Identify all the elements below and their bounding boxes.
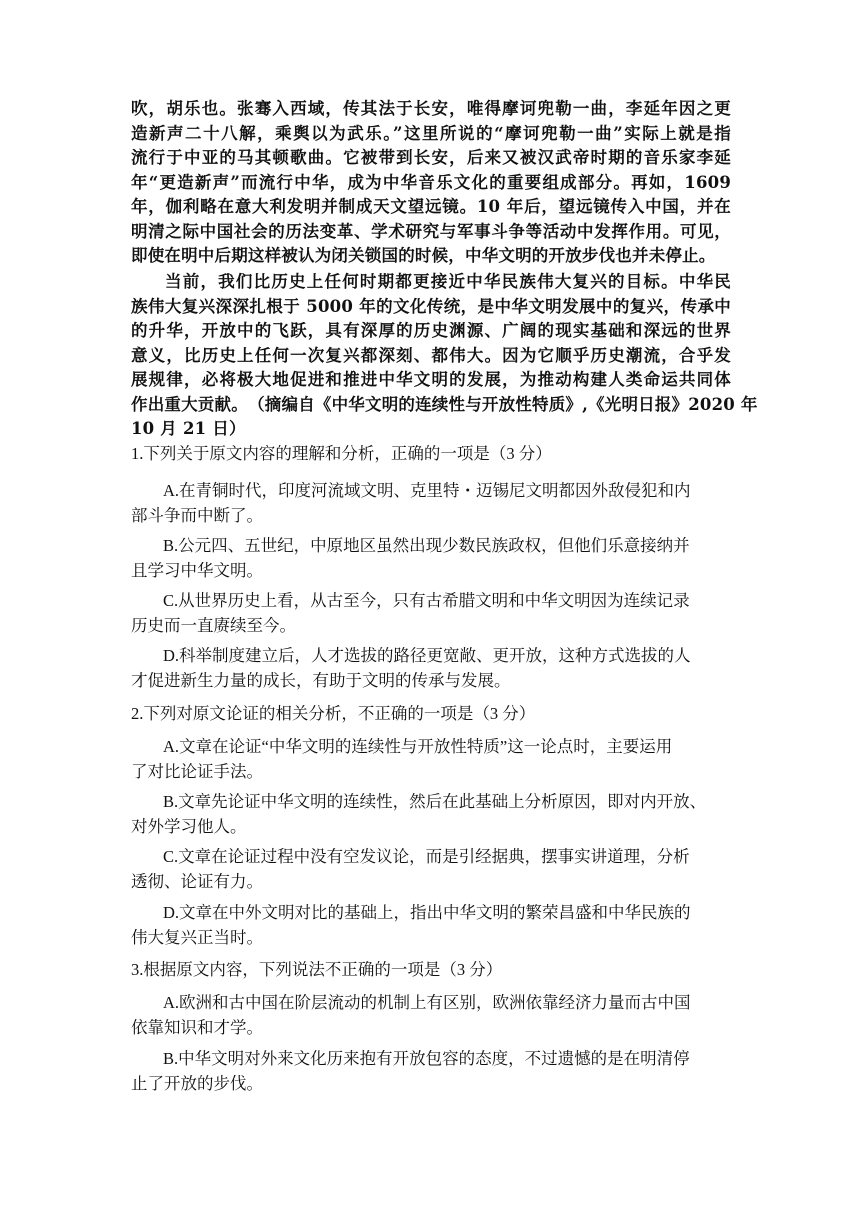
question-1-option-a (131, 479, 731, 528)
question-stem: 3.根据原文内容，下列说法不正确的一项是（3 分） (131, 960, 503, 979)
option-line: 且学习中华文明。 (131, 560, 263, 580)
passage-line: 明清之际中国社会的历法变革、学术研究与军事斗争等活动中发挥作用。可见， (131, 221, 731, 241)
option-line: C.文章在论证过程中没有空发议论，而是引经据典，摆事实讲道理，分析 (163, 847, 690, 866)
option-line: A.文章在论证“中华文明的连续性与开放性特质”这一论点时，主要运用 (163, 737, 673, 756)
question-2-option-c (131, 845, 731, 894)
question-1-option-b (131, 534, 731, 583)
question-3-option-a (131, 991, 731, 1040)
option-line: 止了开放的步伐。 (131, 1073, 263, 1093)
question-1-option-d (131, 644, 731, 693)
passage-paragraph-2 (131, 270, 758, 442)
passage-line: 10 月 21 日） (131, 419, 246, 438)
passage-line: 的升华，开放中的飞跃，具有深厚的历史渊源、广阔的现实基础和深远的世界 (131, 321, 731, 340)
passage-line: 年，伽利略在意大利发明并制成天文望远镜。10 年后，望远镜传入中国，并在 (131, 197, 731, 216)
passage-line: 吹，胡乐也。张骞入西域，传其法于长安，唯得摩诃兜勒一曲，李延年因之更 (131, 99, 731, 118)
option-line: 依靠知识和才学。 (131, 1017, 263, 1037)
passage-line: 造新声二十八解，乘舆以为武乐。”这里所说的“摩诃兜勒一曲”实际上就是指 (131, 123, 731, 143)
option-line: 部斗争而中断了。 (131, 505, 263, 525)
option-line: 了对比论证手法。 (131, 761, 263, 781)
passage-line: 意义，比历史上任何一次复兴都深刻、都伟大。因为它顺乎历史潮流，合乎发 (131, 345, 731, 365)
question-2-stem (131, 702, 731, 727)
option-line: B.文章先论证中华文明的连续性，然后在此基础上分析原因，即对内开放、 (163, 792, 707, 811)
option-line: 伟大复兴正当时。 (131, 927, 263, 947)
passage-line: 展规律，必将极大地促进和推进中华文明的发展，为推动构建人类命运共同体 (131, 370, 731, 389)
option-line: B.公元四、五世纪，中原地区虽然出现少数民族政权，但他们乐意接纳并 (163, 536, 690, 555)
option-line: A.欧洲和古中国在阶层流动的机制上有区别，欧洲依靠经济力量而古中国 (163, 993, 691, 1012)
option-line: 对外学习他人。 (131, 816, 247, 836)
question-3-stem (131, 958, 731, 983)
passage-paragraph-1 (131, 97, 731, 269)
option-line: A.在青铜时代，印度河流域文明、克里特・迈锡尼文明都因外敌侵犯和内 (163, 481, 691, 500)
option-line: C.从世界历史上看，从古至今，只有古希腊文明和中华文明因为连续记录 (163, 591, 690, 610)
question-stem: 2.下列对原文论证的相关分析，不正确的一项是（3 分） (131, 704, 536, 723)
passage-line: 年“更造新声”而流行中华，成为中华音乐文化的重要组成部分。再如，1609 (131, 172, 731, 192)
option-line: D.文章在中外文明对比的基础上，指出中华文明的繁荣昌盛和中华民族的 (163, 903, 691, 922)
question-stem: 1.下列关于原文内容的理解和分析，正确的一项是（3 分） (131, 444, 552, 463)
question-1-stem (131, 442, 731, 467)
passage-line: 当前，我们比历史上任何时期都更接近中华民族伟大复兴的目标。中华民 (165, 272, 731, 291)
option-line: 才促进新生力量的成长，有助于文明的传承与发展。 (131, 670, 511, 690)
question-1-option-c (131, 589, 731, 638)
passage-line: 族伟大复兴深深扎根于 5000 年的文化传统，是中华文明发展中的复兴，传承中 (131, 296, 731, 316)
passage-line: 即使在明中后期这样被认为闭关锁国的时候，中华文明的开放步伐也并未停止。 (131, 246, 716, 265)
option-line: 历史而一直赓续至今。 (131, 615, 296, 635)
passage-line: 流行于中亚的马其顿歌曲。它被带到长安，后来又被汉武帝时期的音乐家李延 (131, 148, 731, 167)
option-line: D.科举制度建立后，人才选拔的路径更宽敞、更开放，这种方式选拔的人 (163, 646, 691, 665)
question-2-option-a (131, 735, 731, 784)
option-line: 透彻、论证有力。 (131, 871, 263, 891)
passage-line: 作出重大贡献。 （摘编自《中华文明的连续性与开放性特质》,《光明日报》2020 年 (131, 394, 758, 414)
question-2-option-b (131, 790, 731, 839)
question-3-option-b (131, 1047, 731, 1096)
question-2-option-d (131, 901, 731, 950)
option-line: B.中华文明对外来文化历来抱有开放包容的态度，不过遗憾的是在明清停 (163, 1049, 690, 1068)
